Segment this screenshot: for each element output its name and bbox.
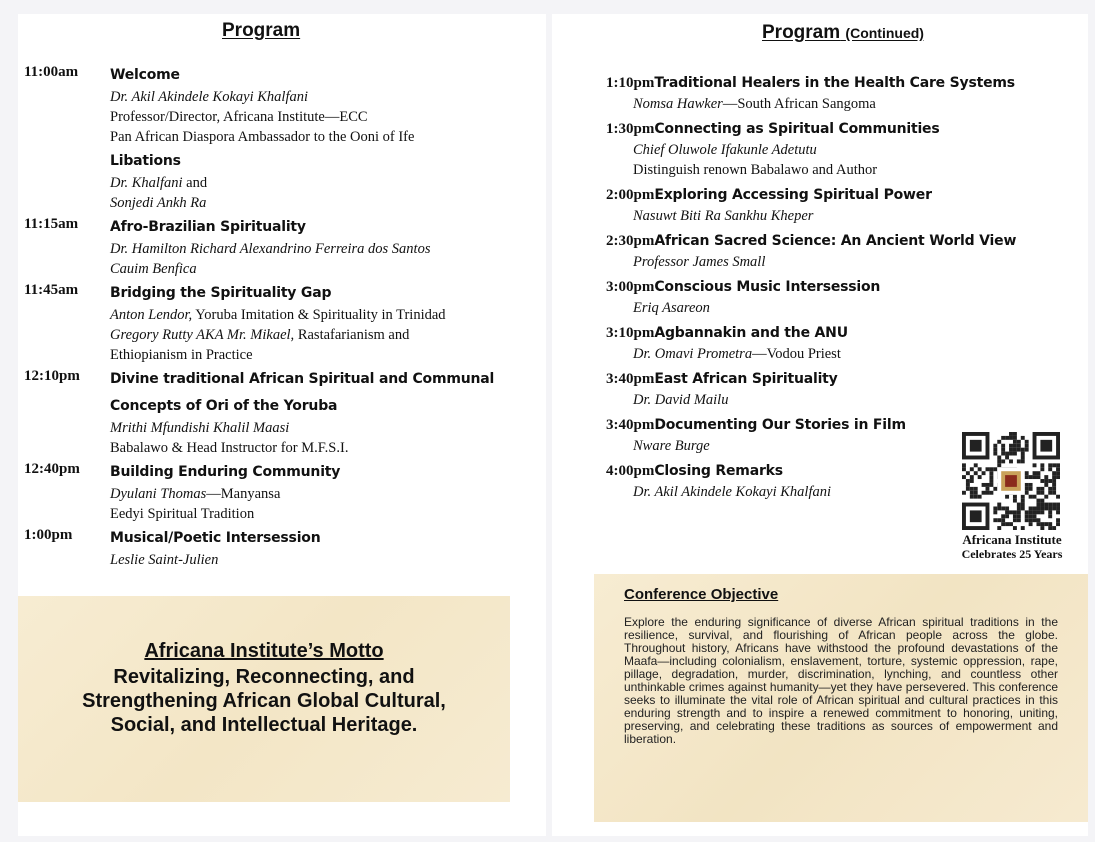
speaker-line xyxy=(110,173,544,193)
speaker-line xyxy=(633,94,1086,114)
speaker-name: Dr. Akil Akindele Kokayi Khalfani xyxy=(633,484,832,500)
schedule-list-left xyxy=(24,64,544,573)
speaker-line xyxy=(633,206,1086,226)
speaker-line xyxy=(110,239,544,259)
motto-box xyxy=(18,596,510,802)
speaker-line xyxy=(633,160,1086,180)
session-time: 1:30pm xyxy=(606,121,655,137)
speaker-line xyxy=(110,127,544,147)
speaker-detail: Yoruba Imitation & Spirituality in Trinidad xyxy=(192,307,446,323)
schedule-head xyxy=(606,184,1086,206)
session-title: Divine traditional African Spiritual and Communal xyxy=(110,371,495,387)
schedule-item xyxy=(24,216,544,279)
speaker-name: Dr. David Mailu xyxy=(633,392,729,408)
schedule-head xyxy=(606,230,1086,252)
session-title: Exploring Accessing Spiritual Power xyxy=(654,187,932,203)
speaker-line xyxy=(110,325,544,345)
speaker-line xyxy=(110,193,544,213)
program-title: Program xyxy=(222,20,301,41)
speaker-line xyxy=(633,252,1086,272)
speaker-name: Nasuwt Biti Ra Sankhu Kheper xyxy=(633,208,814,224)
qr-caption-title: Africana Institute xyxy=(962,532,1062,547)
motto-title: Africana Institute’s Motto xyxy=(144,640,384,662)
speaker-name: Eriq Asareon xyxy=(633,300,710,316)
speaker-line xyxy=(110,259,544,279)
speaker-line xyxy=(110,550,544,570)
speaker-detail: Professor/Director, Africana Institute—ECC xyxy=(110,109,368,125)
session-title: Libations xyxy=(110,153,181,169)
schedule-item xyxy=(606,368,1086,410)
motto-body: Revitalizing, Reconnecting, and Strengthening African Global Cultural, Social, and Intellectual Heritage. xyxy=(82,666,446,736)
program-panel-left xyxy=(18,14,546,836)
session-title: Closing Remarks xyxy=(654,463,783,479)
speaker-name: Cauim Benfica xyxy=(110,261,197,277)
objective-body: Explore the enduring significance of diverse African spiritual traditions in the resilience, survival, and flourishing of African people across the globe. Throughout history, Africans have withstood the profound devastations of the Maafa—including colonialism, enslavement, torture, systemic oppression, rape, pillage, degradation, murder, discrimination, lynching, and countless other unthinkable crimes against humanity—yet they have persevered. This conference seeks to illuminate the vital role of African spiritual and cultural practices in this enduring strength and to inspire a renewed commitment to honoring, uniting, preserving, and celebrating these traditions as sources of empowerment and liberation. xyxy=(624,615,1058,746)
session-title: Welcome xyxy=(110,67,180,83)
schedule-item xyxy=(606,72,1086,114)
speaker-line xyxy=(633,298,1086,318)
session-time: 12:10pm xyxy=(24,368,80,384)
speaker-name: Anton Lendor, xyxy=(110,307,193,323)
speaker-detail: —Vodou Priest xyxy=(752,346,841,362)
session-time: 1:10pm xyxy=(606,75,655,91)
session-title: Bridging the Spirituality Gap xyxy=(110,285,332,301)
session-title: Agbannakin and the ANU xyxy=(654,325,848,341)
speaker-name: Mrithi Mfundishi Khalil Maasi xyxy=(110,420,290,436)
session-title: Conscious Music Intersession xyxy=(654,279,881,295)
speaker-line xyxy=(110,484,544,504)
speaker-detail: —Manyansa xyxy=(206,486,281,502)
program-continued-suffix: (Continued) xyxy=(845,25,924,41)
speaker-detail: Eedyi Spiritual Tradition xyxy=(110,506,255,522)
program-continued-title-main: Program xyxy=(762,22,841,43)
speaker-line xyxy=(110,107,544,127)
session-title: East African Spirituality xyxy=(654,371,838,387)
session-time: 3:10pm xyxy=(606,325,655,341)
session-time: 3:00pm xyxy=(606,279,655,295)
schedule-item xyxy=(606,230,1086,272)
speaker-line xyxy=(110,87,544,107)
objective-title: Conference Objective xyxy=(624,586,779,603)
session-time: 2:30pm xyxy=(606,233,655,249)
speaker-name: Dr. Hamilton Richard Alexandrino Ferreira dos Santos xyxy=(110,241,431,257)
speaker-detail: Distinguish renown Babalawo and Author xyxy=(633,162,878,178)
session-title: Musical/Poetic Intersession xyxy=(110,530,321,546)
schedule-head xyxy=(606,118,1086,140)
session-title: African Sacred Science: An Ancient World View xyxy=(654,233,1017,249)
session-time: 4:00pm xyxy=(606,463,655,479)
speaker-detail: Pan African Diaspora Ambassador to the Ooni of Ife xyxy=(110,129,415,145)
speaker-line xyxy=(110,418,544,438)
session-time: 3:40pm xyxy=(606,417,655,433)
speaker-line xyxy=(633,390,1086,410)
session-title: Connecting as Spiritual Communities xyxy=(654,121,940,137)
speaker-line xyxy=(110,504,544,524)
session-time: 1:00pm xyxy=(24,527,73,543)
session-title: Traditional Healers in the Health Care Systems xyxy=(654,75,1015,91)
conference-objective-box xyxy=(594,574,1088,822)
schedule-head xyxy=(606,368,1086,390)
speaker-line xyxy=(110,345,544,365)
speaker-name: Nware Burge xyxy=(633,438,710,454)
schedule-item xyxy=(24,282,544,365)
speaker-name: Dr. Khalfani xyxy=(110,175,183,191)
schedule-item xyxy=(606,276,1086,318)
schedule-head xyxy=(606,322,1086,344)
schedule-item xyxy=(24,64,544,147)
speaker-detail: and xyxy=(182,175,208,191)
speaker-name: Gregory Rutty AKA Mr. Mikael, xyxy=(110,327,295,343)
speaker-name: Nomsa Hawker xyxy=(633,96,723,112)
qr-caption-sub: Celebrates 25 Years xyxy=(961,547,1063,561)
session-title-cont: Concepts of Ori of the Yoruba xyxy=(110,398,338,414)
session-title: Building Enduring Community xyxy=(110,464,341,480)
speaker-line xyxy=(633,140,1086,160)
speaker-name: Dyulani Thomas xyxy=(110,486,207,502)
schedule-item xyxy=(24,150,544,213)
speaker-line xyxy=(110,305,544,325)
session-time: 3:40pm xyxy=(606,371,655,387)
speaker-name: Leslie Saint-Julien xyxy=(110,552,219,568)
qr-code-icon[interactable] xyxy=(962,432,1060,530)
speaker-name: Sonjedi Ankh Ra xyxy=(110,195,207,211)
schedule-head xyxy=(606,276,1086,298)
speaker-name: Dr. Omavi Prometra xyxy=(633,346,753,362)
session-title: Documenting Our Stories in Film xyxy=(654,417,906,433)
speaker-detail: —South African Sangoma xyxy=(722,96,876,112)
speaker-name: Dr. Akil Akindele Kokayi Khalfani xyxy=(110,89,309,105)
session-time: 11:45am xyxy=(24,282,79,298)
session-time: 11:00am xyxy=(24,64,79,80)
schedule-item xyxy=(24,461,544,524)
program-panel-right xyxy=(552,14,1088,836)
session-time: 2:00pm xyxy=(606,187,655,203)
speaker-line xyxy=(633,344,1086,364)
session-title: Afro-Brazilian Spirituality xyxy=(110,219,306,235)
schedule-item xyxy=(24,527,544,570)
schedule-item xyxy=(24,368,544,458)
schedule-head xyxy=(606,72,1086,94)
qr-caption xyxy=(932,532,1092,562)
speaker-line xyxy=(110,438,544,458)
speaker-name: Chief Oluwole Ifakunle Adetutu xyxy=(633,142,817,158)
schedule-item xyxy=(606,322,1086,364)
schedule-item xyxy=(606,184,1086,226)
speaker-detail: Ethiopianism in Practice xyxy=(110,347,253,363)
session-time: 11:15am xyxy=(24,216,79,232)
speaker-detail: Rastafarianism and xyxy=(294,327,410,343)
session-time: 12:40pm xyxy=(24,461,80,477)
speaker-detail: Babalawo & Head Instructor for M.F.S.I. xyxy=(110,440,349,456)
speaker-name: Professor James Small xyxy=(633,254,766,270)
schedule-item xyxy=(606,118,1086,180)
program-continued-title xyxy=(762,22,924,44)
